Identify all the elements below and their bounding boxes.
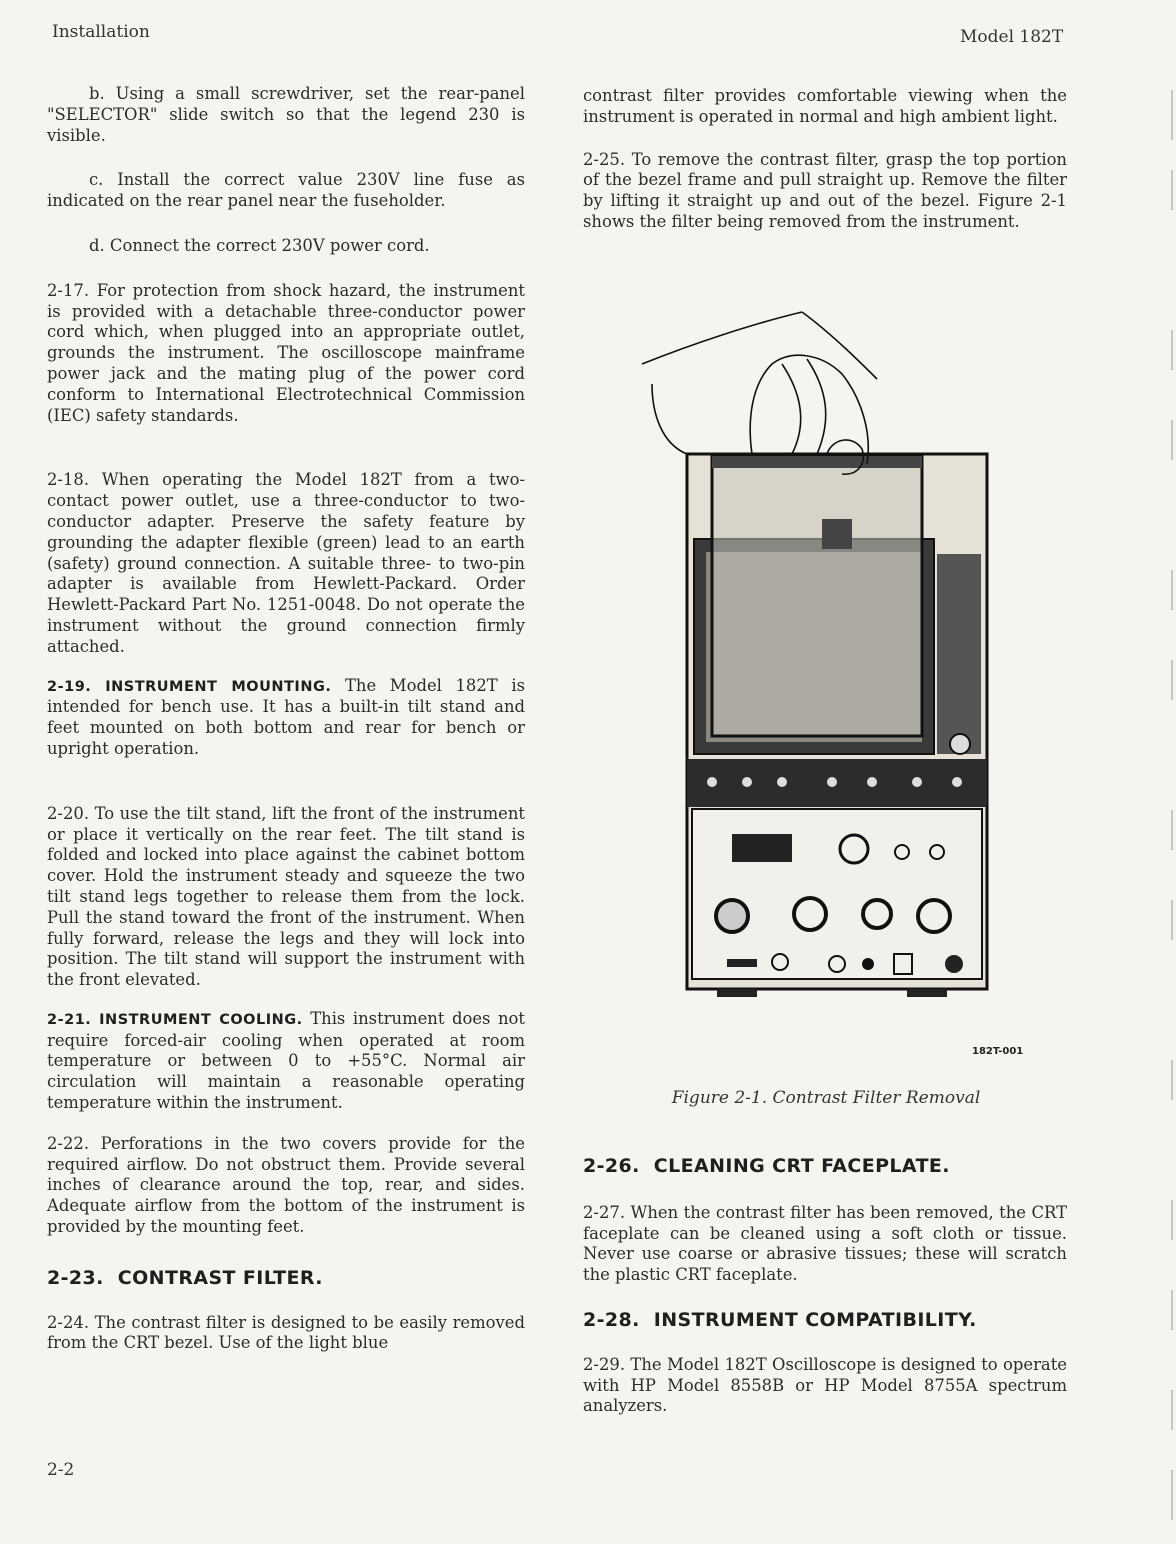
paragraph-2-25: 2-25. To remove the contrast filter, grasp the top portion of the bezel frame and pull straight up. Remove the filter by lifting it straight up and out of the bezel. Figure 2-1 shows the filter being removed from the instrument.	[583, 149, 1067, 231]
left-column	[47, 84, 525, 1354]
paragraph-2-19-body: The Model 182T is intended for bench use. It has a built-in tilt stand and feet mounted on both bottom and rear for bench or upright operation.	[47, 675, 525, 758]
paragraph-2-27: 2-27. When the contrast filter has been removed, the CRT faceplate can be cleaned using a soft cloth or tissue. Never use coarse or abrasive tissues; these will scratch the plastic CRT faceplate.	[583, 1202, 1067, 1285]
right-column-bottom	[583, 1156, 1067, 1417]
right-column-top	[583, 86, 1067, 233]
section-number-2-26: 2-26.	[583, 1155, 640, 1177]
paragraph-2-18: 2-18. When operating the Model 182T from a two-contact power outlet, use a three-conductor to two-conductor adapter. Preserve the safety feature by grounding the adapter flexible (green) lead to an earth (safety) ground connection. A suitable three- to two-pin adapter is available from Hewlett-Packard. Order Hewlett-Packard Part No. 1251-0048. Do not operate the instrument without the ground connection firmly attached.	[47, 470, 525, 656]
section-title-instrument-compatibility: INSTRUMENT COMPATIBILITY.	[653, 1308, 977, 1331]
paragraph-2-19	[47, 676, 525, 760]
step-d: d. Connect the correct 230V power cord.	[89, 235, 430, 255]
section-number-2-28: 2-28.	[583, 1308, 640, 1331]
section-heading-2-28	[583, 1310, 1067, 1331]
subheading-instrument-mounting: 2-19. INSTRUMENT MOUNTING.	[47, 678, 332, 695]
paragraph-2-22: 2-22. Perforations in the two covers provide for the required airflow. Do not obstruct them. Provide several inches of clearance around the top, rear, and sides. Adequate airflow from the bottom of the instrument is provided by the mounting feet.	[47, 1133, 525, 1237]
section-number-2-23: 2-23.	[47, 1266, 104, 1289]
section-heading-2-26	[583, 1156, 1067, 1177]
step-c: c. Install the correct value 230V line fuse as indicated on the rear panel near the fuseholder.	[47, 170, 525, 211]
paragraph-2-29: 2-29. The Model 182T Oscilloscope is designed to operate with HP Model 8558B or HP Model 8755A spectrum analyzers.	[583, 1354, 1067, 1416]
paragraph-2-17: 2-17. For protection from shock hazard, the instrument is provided with a detachable three-conductor power cord which, when plugged into an appropriate outlet, grounds the instrument. The oscilloscope mainframe power jack and the mating plug of the power cord conform to International Electrotechnical Commission (IEC) safety standards.	[47, 280, 525, 425]
contrast-filter-removal-illustration	[632, 304, 1072, 1024]
running-header-model: Model 182T	[960, 27, 1064, 47]
paragraph-2-21	[47, 1009, 525, 1114]
section-title-cleaning-crt-faceplate: CLEANING CRT FACEPLATE.	[653, 1155, 950, 1177]
hand-graphic	[642, 312, 877, 474]
subheading-instrument-cooling: 2-21. INSTRUMENT COOLING.	[47, 1011, 303, 1028]
binding-edge-decoration	[1162, 0, 1176, 1544]
section-heading-2-23	[47, 1268, 525, 1289]
page-number: 2-2	[47, 1460, 75, 1480]
figure-id: 182T-001	[972, 1046, 1024, 1057]
figure-caption: Figure 2-1. Contrast Filter Removal	[671, 1088, 981, 1108]
paragraph-2-24: 2-24. The contrast filter is designed to be easily removed from the CRT bezel. Use of the light blue	[47, 1312, 525, 1353]
running-header-section: Installation	[52, 22, 150, 42]
section-title-contrast-filter: CONTRAST FILTER.	[117, 1266, 323, 1289]
paragraph-2-21-body: This instrument does not require forced-air cooling when operated at room temperature or between 0 to +55°C. Normal air circulation will maintain a reasonable operating temperature within the instrument.	[47, 1008, 525, 1113]
paragraph-2-20: 2-20. To use the tilt stand, lift the front of the instrument or place it vertically on the rear feet. The tilt stand is folded and locked into place against the cabinet bottom cover. Hold the instrument steady and squeeze the two tilt stand legs together to release them from the lock. Pull the stand toward the front of the instrument. When fully forward, release the legs and they will lock into position. The tilt stand will support the instrument with the front elevated.	[47, 803, 525, 990]
paragraph-2-24-continued: contrast filter provides comfortable viewing when the instrument is operated in normal and high ambient light.	[583, 86, 1067, 126]
contrast-filter-panel	[712, 456, 922, 736]
step-b: b. Using a small screwdriver, set the rear-panel "SELECTOR" slide switch so that the legend 230 is visible.	[47, 84, 525, 145]
